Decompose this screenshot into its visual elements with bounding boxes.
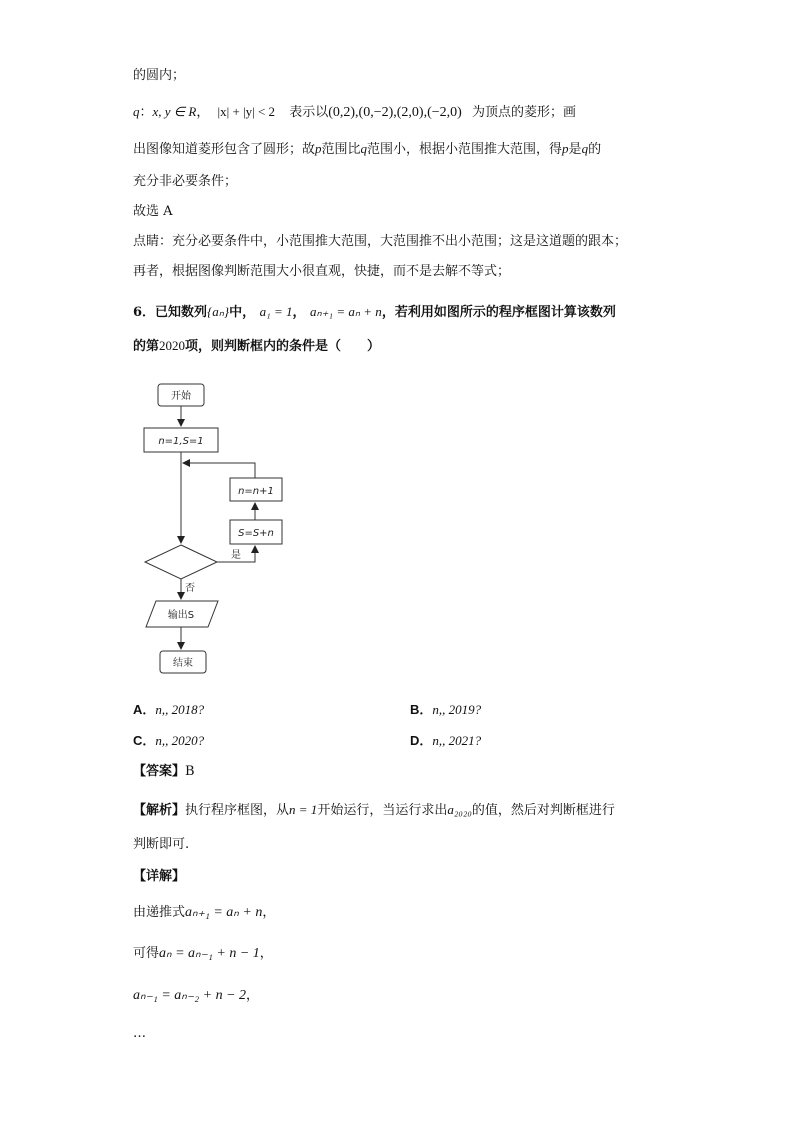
analysis-text: 判断即可. [133,837,190,852]
math-an: aₙ = aₙ₋₁ + n − 1 [159,946,260,961]
init-label: n=1,S=1 [158,436,204,447]
analysis-line-1 [133,800,615,821]
question-text: 项，则判断框内的条件是（ ） [185,339,381,354]
analysis-label: 【解析】 [133,803,186,818]
option-c-label: C． [133,733,156,748]
analysis-text: 的值，然后对判断框进行 [471,803,615,818]
option-b-label: B． [410,702,433,717]
math-p: p [562,141,569,156]
detail-header [133,867,185,887]
math-recurrence: aₙ₊₁ = aₙ + n [310,304,382,319]
text-fragment: 是 [568,142,582,157]
answer-value: B [185,764,195,779]
text-fragment: ， [196,105,210,120]
yes-label: 是 [231,550,241,561]
detail-line-2 [133,944,273,964]
analysis-line-2 [133,835,189,855]
answer-line [133,762,195,782]
text-fragment: 范围小，根据小范围推大范围，得 [367,142,563,157]
math-q: q [133,104,140,119]
analysis-text: 开始运行，当运行求出 [317,803,448,818]
text-fragment: 的 [588,142,602,157]
math-a2020: a₂₀₂₀ [447,802,472,817]
math-a1: a₁ = 1 [259,304,293,319]
question-text: 6．已知数列 [133,305,208,320]
choice-statement: 故选 A [133,204,173,219]
text-fragment: 出图像知道菱形包含了圆形；故 [133,142,316,157]
question-text: 的第 [133,339,160,354]
output-label: 输出S [167,610,195,621]
question-text: 中， [229,305,256,320]
math-n-equals-1: n = 1 [289,802,318,817]
text-fragment: ： [139,105,153,120]
math-q: q [581,141,589,156]
option-a-label: A． [133,702,156,717]
end-label: 结束 [173,658,193,669]
detail-text: ， [259,946,273,961]
math-sequence: {aₙ} [207,304,230,319]
note-text: 再者，根据图像判断范围大小很直观，快捷，而不是去解不等式； [133,264,511,279]
flow-arrow-loop [183,463,255,478]
math-abs-inequality: |x| + |y| < 2 [217,104,276,119]
text-fragment: 为顶点的菱形；画 [471,105,576,120]
accumulate-label: S=S+n [238,528,274,539]
note-text: 点睛：充分必要条件中，小范围推大范围，大范围推不出小范围；这是这道题的跟本； [133,234,628,249]
option-b-text: n,, 2019? [432,702,482,717]
option-d [410,731,481,752]
option-b [410,700,481,721]
text-fragment: 充分非必要条件； [133,174,238,189]
condition-diamond [145,545,217,579]
option-d-label: D． [410,733,433,748]
analysis-text: 执行程序框图，从 [185,803,290,818]
detail-text: ， [246,988,260,1003]
question-text: ，若利用如图所示的程序框图计算该数列 [381,305,616,320]
detail-line-3 [133,986,259,1006]
math-q: q [360,141,368,156]
math-an-1: aₙ₋₁ = aₙ₋₂ + n − 2 [133,988,247,1003]
text-fragment: 范围比 [321,142,361,157]
question-text: ， [292,305,306,320]
math-p: p [315,141,322,156]
math-recurrence: aₙ₊₁ = aₙ + n [185,905,263,920]
option-a-text: n,, 2018? [155,702,205,717]
detail-line-4 [133,1024,146,1044]
ellipsis: … [133,1026,146,1041]
option-c [133,731,204,752]
math-2020: 2020 [159,338,186,353]
detail-line-1 [133,903,275,923]
detail-text: 可得 [133,946,160,961]
detail-text: ， [262,905,276,920]
math-xy-in-r: x, y ∈ R [152,104,197,119]
option-d-text: n,, 2021? [432,733,482,748]
detail-text: 由递推式 [133,905,186,920]
no-label: 否 [185,583,195,594]
option-c-text: n,, 2020? [155,733,205,748]
option-a [133,700,204,721]
text-fragment: 表示以 [289,105,329,120]
detail-label: 【详解】 [133,869,186,884]
math-vertices: (0,2),(0,−2),(2,0),(−2,0) [328,105,462,120]
text-fragment: 的圆内； [133,68,186,83]
start-label: 开始 [171,391,191,402]
answer-label: 【答案】 [133,764,186,779]
increment-label: n=n+1 [238,486,274,497]
